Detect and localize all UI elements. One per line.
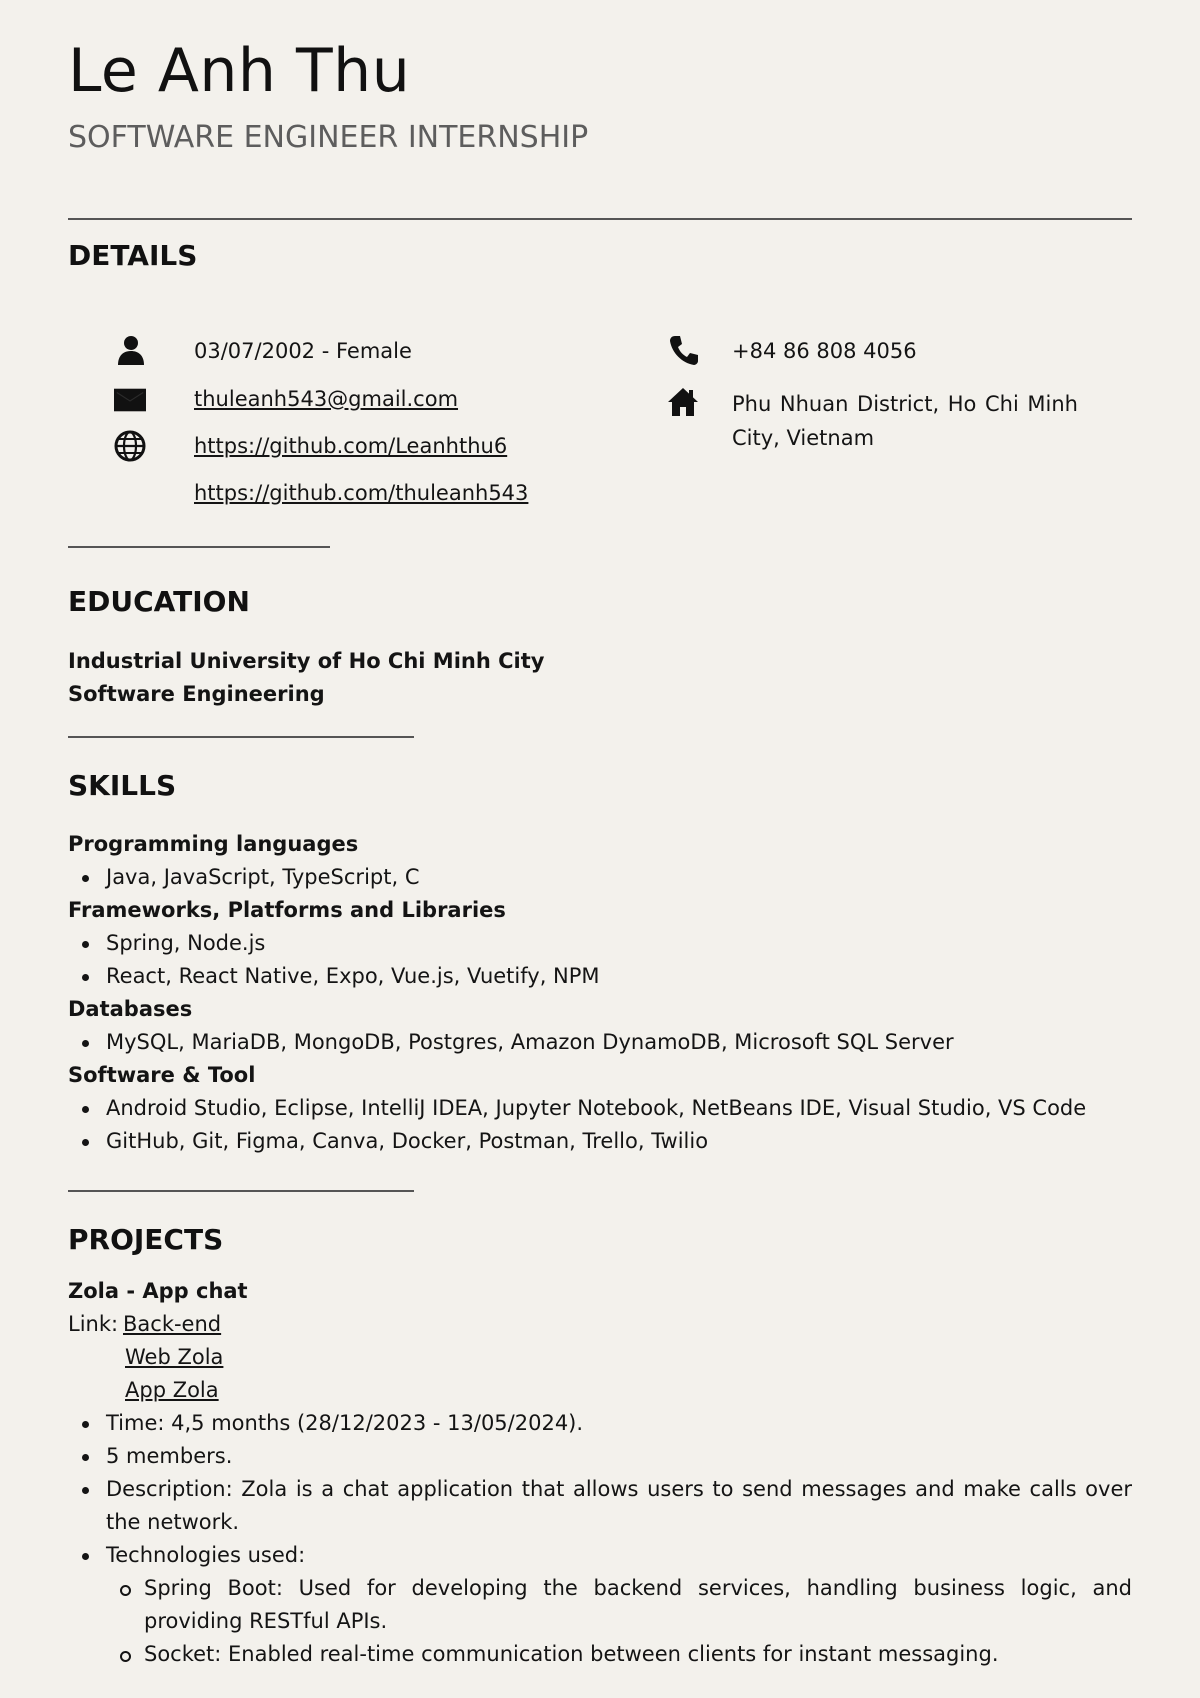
projects-heading: PROJECTS: [68, 1223, 224, 1256]
details-divider: [68, 546, 330, 548]
address: Phu Nhuan District, Ho Chi Minh City, Vietnam: [732, 392, 1078, 450]
project-title: Zola - App chat: [68, 1279, 248, 1303]
email-link[interactable]: thuleanh543@gmail.com: [194, 387, 459, 411]
project-item: [68, 1275, 1132, 1671]
mail-icon: [114, 384, 146, 416]
skills-heading: SKILLS: [68, 769, 177, 802]
project-tech-item: Socket: Enabled real-time communication between clients for instant messaging.: [68, 1638, 1132, 1671]
skill-group-title: Programming languages: [68, 832, 359, 856]
project-description: Description: Zola is a chat application that allows users to send messages and make calls over the network.: [68, 1473, 1132, 1539]
skill-item: GitHub, Git, Figma, Canva, Docker, Postman, Trello, Twilio: [68, 1125, 1132, 1158]
project-link-backend[interactable]: Back-end: [123, 1312, 222, 1336]
skill-item: Java, JavaScript, TypeScript, C: [68, 861, 1132, 894]
details-heading: DETAILS: [68, 239, 198, 272]
major: Software Engineering: [68, 682, 325, 706]
project-link-app[interactable]: App Zola: [125, 1378, 219, 1402]
skills-list: [68, 828, 1132, 1158]
project-link-label: Link:: [68, 1312, 119, 1336]
skill-item: React, React Native, Expo, Vue.js, Vuetify, NPM: [68, 960, 1132, 993]
project-tech-item: Spring Boot: Used for developing the backend services, handling business logic, and providing RESTful APIs.: [68, 1572, 1132, 1638]
candidate-name: Le Anh Thu: [68, 36, 411, 106]
phone-number: +84 86 808 4056: [732, 339, 917, 363]
skill-group-title: Software & Tool: [68, 1063, 256, 1087]
candidate-role: SOFTWARE ENGINEER INTERNSHIP: [68, 120, 589, 155]
education-divider: [68, 736, 414, 738]
github-link-2[interactable]: https://github.com/thuleanh543: [194, 481, 529, 505]
birth-gender: 03/07/2002 - Female: [194, 339, 412, 363]
project-link-web[interactable]: Web Zola: [125, 1345, 224, 1369]
project-tech-label: Technologies used:: [68, 1539, 1132, 1572]
skill-item: MySQL, MariaDB, MongoDB, Postgres, Amazon DynamoDB, Microsoft SQL Server: [68, 1026, 1132, 1059]
home-icon: [667, 386, 699, 418]
skill-group-title: Frameworks, Platforms and Libraries: [68, 898, 506, 922]
skills-divider: [68, 1190, 414, 1192]
school-name: Industrial University of Ho Chi Minh City: [68, 649, 545, 673]
skill-group-title: Databases: [68, 997, 193, 1021]
project-links: [68, 1308, 1132, 1407]
skill-item: Android Studio, Eclipse, IntelliJ IDEA, Jupyter Notebook, NetBeans IDE, Visual Studio, VS Code: [68, 1092, 1132, 1125]
project-time: Time: 4,5 months (28/12/2023 - 13/05/2024).: [68, 1407, 1132, 1440]
project-members: 5 members.: [68, 1440, 1132, 1473]
skill-item: Spring, Node.js: [68, 927, 1132, 960]
github-link-1[interactable]: https://github.com/Leanhthu6: [194, 434, 508, 458]
person-icon: [115, 334, 147, 366]
phone-icon: [668, 334, 700, 366]
globe-icon: [114, 430, 146, 462]
education-heading: EDUCATION: [68, 585, 250, 618]
header-divider: [68, 218, 1132, 220]
